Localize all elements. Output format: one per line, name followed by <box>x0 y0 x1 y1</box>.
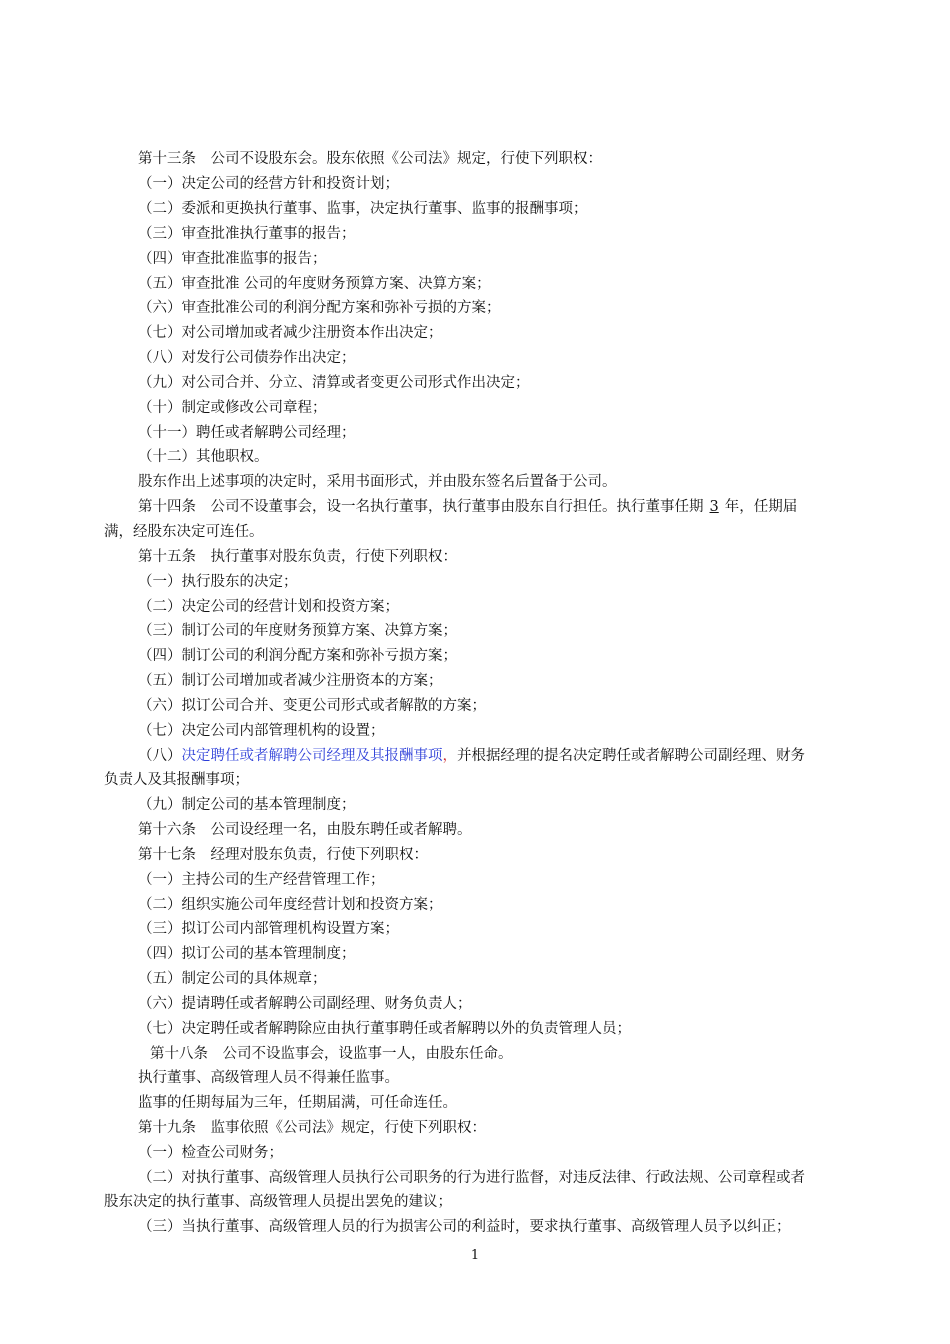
art13-item-9: （九）对公司合并、分立、清算或者变更公司形式作出决定； <box>138 375 530 391</box>
art14-text-b: 年，任期届 <box>724 499 798 515</box>
art15-item-7: （七）决定公司内部管理机构的设置； <box>138 723 385 739</box>
art19-item-2: （二）对执行董事、高级管理人员执行公司职务的行为进行监督，对违反法律、行政法规、公司章程或者 <box>138 1170 805 1186</box>
art13-item-10: （十）制定或修改公司章程； <box>138 400 327 416</box>
art15-item-8 <box>138 746 805 766</box>
art15-item-6: （六）拟订公司合并、变更公司形式或者解散的方案； <box>138 698 486 714</box>
article-13-heading: 第十三条 公司不设股东会。股东依照《公司法》规定，行使下列职权： <box>138 151 602 167</box>
art15-item8-comma: ， <box>442 748 457 764</box>
art13-item-12: （十二）其他职权。 <box>138 449 269 465</box>
art17-item-1: （一）主持公司的生产经营管理工作； <box>138 872 385 888</box>
art18-note-1: 执行董事、高级管理人员不得兼任监事。 <box>138 1070 399 1086</box>
art14-term-value: 3 <box>709 499 719 515</box>
article-14-line1 <box>138 497 797 517</box>
art15-item8-prefix: （八） <box>138 748 182 764</box>
art13-item-1: （一）决定公司的经营方针和投资计划； <box>138 176 399 192</box>
article-18: 第十八条 公司不设监事会，设监事一人，由股东任命。 <box>150 1046 513 1062</box>
art15-item8-highlight: 决定聘任或者解聘公司经理及其报酬事项 <box>181 748 443 764</box>
art17-item-6: （六）提请聘任或者解聘公司副经理、财务负责人； <box>138 996 472 1012</box>
art17-item-2: （二）组织实施公司年度经营计划和投资方案； <box>138 897 443 913</box>
art15-item8-rest: 并根据经理的提名决定聘任或者解聘公司副经理、财务 <box>457 748 805 764</box>
art15-item-8-cont: 负责人及其报酬事项； <box>104 772 249 788</box>
art15-item-9: （九）制定公司的基本管理制度； <box>138 797 356 813</box>
art15-item-4: （四）制订公司的利润分配方案和弥补亏损方案； <box>138 648 457 664</box>
art13-item-6: （六）审查批准公司的利润分配方案和弥补亏损的方案； <box>138 300 501 316</box>
art15-item-5: （五）制订公司增加或者减少注册资本的方案； <box>138 673 443 689</box>
art13-item-2: （二）委派和更换执行董事、监事，决定执行董事、监事的报酬事项； <box>138 201 588 217</box>
art19-item-2-cont: 股东决定的执行董事、高级管理人员提出罢免的建议； <box>104 1194 452 1210</box>
art13-item-4: （四）审查批准监事的报告； <box>138 251 327 267</box>
art19-item-3: （三）当执行董事、高级管理人员的行为损害公司的利益时，要求执行董事、高级管理人员予以纠正； <box>138 1219 791 1235</box>
art15-item-3: （三）制订公司的年度财务预算方案、决算方案； <box>138 623 457 639</box>
art17-item-3: （三）拟订公司内部管理机构设置方案； <box>138 921 399 937</box>
art15-item-2: （二）决定公司的经营计划和投资方案； <box>138 599 399 615</box>
article-16: 第十六条 公司设经理一名，由股东聘任或者解聘。 <box>138 822 472 838</box>
art17-item-4: （四）拟订公司的基本管理制度； <box>138 946 356 962</box>
art13-item-3: （三）审查批准执行董事的报告； <box>138 226 356 242</box>
art17-item-7: （七）决定聘任或者解聘除应由执行董事聘任或者解聘以外的负责管理人员； <box>138 1021 631 1037</box>
article-15-heading: 第十五条 执行董事对股东负责，行使下列职权： <box>138 549 457 565</box>
art14-text-a: 第十四条 公司不设董事会，设一名执行董事，执行董事由股东自行担任。执行董事任期 <box>138 499 704 515</box>
art13-item-7: （七）对公司增加或者减少注册资本作出决定； <box>138 325 443 341</box>
article-17-heading: 第十七条 经理对股东负责，行使下列职权： <box>138 847 428 863</box>
art13-item-11: （十一）聘任或者解聘公司经理； <box>138 425 356 441</box>
art15-item-1: （一）执行股东的决定； <box>138 574 298 590</box>
art13-note: 股东作出上述事项的决定时，采用书面形式，并由股东签名后置备于公司。 <box>138 474 617 490</box>
art18-note-2: 监事的任期每届为三年，任期届满，可任命连任。 <box>138 1095 457 1111</box>
page-number: 1 <box>470 1248 480 1263</box>
art13-item-8: （八）对发行公司债券作出决定； <box>138 350 356 366</box>
article-19-heading: 第十九条 监事依照《公司法》规定，行使下列职权： <box>138 1120 486 1136</box>
art13-item-5: （五）审查批准 公司的年度财务预算方案、决算方案； <box>138 276 491 292</box>
art19-item-1: （一）检查公司财务； <box>138 1145 283 1161</box>
art17-item-5: （五）制定公司的具体规章； <box>138 971 327 987</box>
article-14-line2: 满，经股东决定可连任。 <box>104 524 264 540</box>
